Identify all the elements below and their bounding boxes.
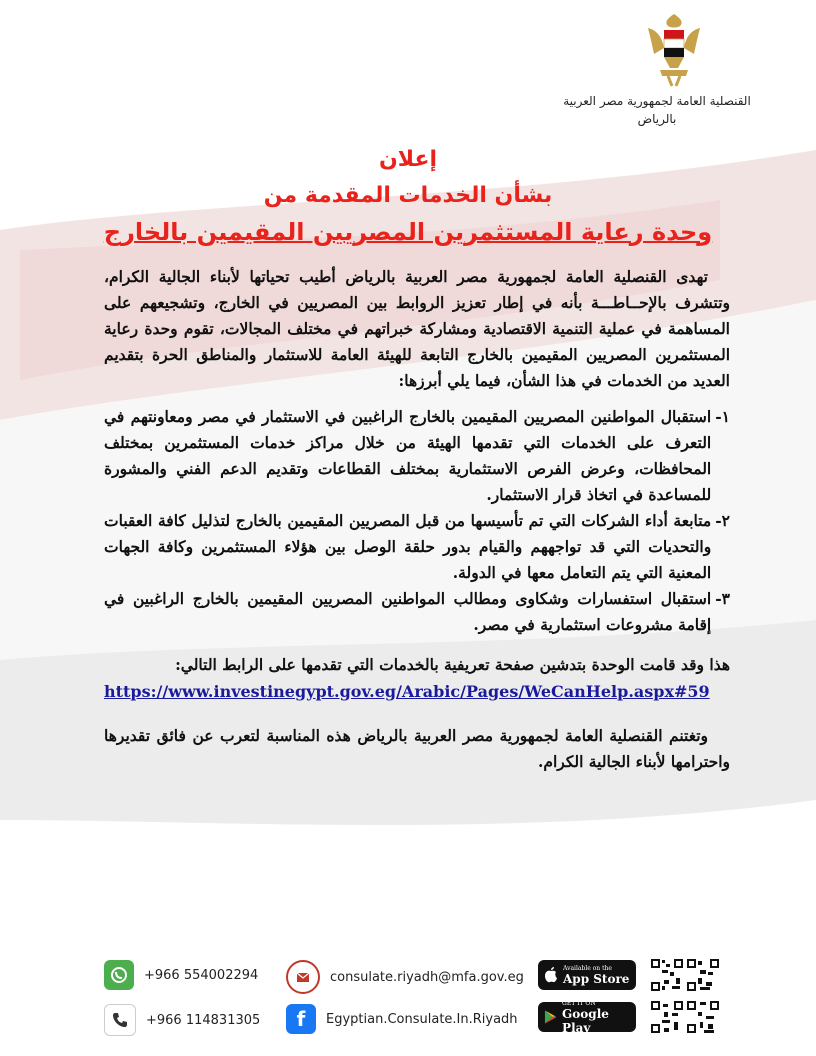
facebook-contact[interactable]: [286, 1004, 518, 1034]
title-subject: بشأن الخدمات المقدمة من: [263, 183, 553, 208]
announcement-titles: [0, 142, 816, 250]
app-store-badge[interactable]: [538, 960, 636, 990]
phone-number: +966 114831305: [146, 1012, 261, 1028]
facebook-icon: f: [286, 1004, 316, 1034]
google-play-icon: [544, 1009, 557, 1025]
qr-code-icon[interactable]: [650, 958, 720, 992]
phone-contact[interactable]: [104, 1004, 260, 1036]
list-item: [104, 508, 730, 586]
google-play-badge[interactable]: [538, 999, 636, 1035]
item-number: ١-: [715, 407, 730, 426]
announcement-body: [104, 264, 730, 775]
eagle-emblem-icon: [642, 8, 706, 92]
services-list: [104, 404, 730, 638]
closing-paragraph: وتغتنم القنصلية العامة لجمهورية مصر العربية بالرياض هذه المناسبة لتعرب عن فائق تقديرها واحترامها لأبناء الجالية الكرام.: [104, 726, 730, 771]
whatsapp-icon: [104, 960, 134, 990]
apple-icon: [544, 967, 558, 983]
item-number: ٣-: [715, 589, 730, 608]
appstore-caption: Available on the: [563, 964, 612, 972]
item-number: ٢-: [715, 511, 730, 530]
email-contact[interactable]: [286, 960, 524, 994]
googleplay-caption: GET IT ON: [562, 999, 596, 1007]
email-icon: [286, 960, 320, 994]
title-announcement: إعلان: [378, 147, 438, 172]
list-item: [104, 586, 730, 638]
list-item: [104, 404, 730, 508]
facebook-handle: Egyptian.Consulate.In.Riyadh: [326, 1011, 518, 1027]
googleplay-label: Google Play: [562, 1006, 609, 1035]
consulate-city: بالرياض: [637, 112, 677, 126]
item-text: استقبال استفسارات وشكاوى ومطالب المواطنين المصريين المقيمين بالخارج الراغبين في إقامة مشروعات استثمارية في مصر.: [104, 589, 712, 634]
item-text: متابعة أداء الشركات التي تم تأسيسها من قبل المصريين المقيمين بالخارج لتذليل كافة العقبات والتحديات التي قد تواجههم والقيام بدور حلقة الوصل بين هؤلاء المستثمرين وكافة الجهات المعنية التي يتم التعامل معها في الدولة.: [104, 511, 712, 582]
appstore-label: App Store: [563, 971, 630, 986]
footer-contacts: [96, 952, 726, 1042]
whatsapp-number: +966 554002294: [144, 967, 259, 983]
consulate-name: القنصلية العامة لجمهورية مصر العربية: [563, 94, 751, 108]
link-intro: هذا وقد قامت الوحدة بتدشين صفحة تعريفية بالخدمات التي تقدمها على الرابط التالي:: [175, 655, 730, 674]
title-unit-name: وحدة رعاية المستثمرين المصريين المقيمين بالخارج: [103, 218, 713, 246]
phone-icon: [104, 1004, 136, 1036]
investinegypt-link[interactable]: https://www.investinegypt.gov.eg/Arabic/Pages/WeCanHelp.aspx#59: [104, 682, 710, 701]
header: [542, 8, 772, 128]
item-text: استقبال المواطنين المصريين المقيمين بالخارج الراغبين في الاستثمار في مصر ومعاونتهم في التعرف على الخدمات التي تقدمها الهيئة من خلال مراكز خدمات المستثمرين بمختلف المحافظات، وعرض الفرص الاستثمارية بمختلف القطاعات وتقديم الدعم الفني والمشورة للمساعدة في اتخاذ قرار الاستثمار.: [104, 407, 712, 504]
email-address: consulate.riyadh@mfa.gov.eg: [330, 969, 524, 985]
whatsapp-contact[interactable]: [104, 960, 258, 990]
intro-paragraph: تهدى القنصلية العامة لجمهورية مصر العربية بالرياض أطيب تحياتها لأبناء الجالية الكرام، وتتشرف بالإحــاطـــة بأنه في إطار تعزيز الروابط بين المصريين في الخارج، وتشجيعهم على المساهمة في عملية التنمية الاقتصادية ومشاركة خبراتهم في مختلف المجالات، تقوم وحدة رعاية المستثمرين المصريين المقيمين بالخارج التابعة للهيئة العامة للاستثمار والمناطق الحرة بتقديم العديد من الخدمات في هذا الشأن، فيما يلي أبرزها:: [104, 267, 730, 390]
qr-code-icon[interactable]: [650, 1000, 720, 1034]
